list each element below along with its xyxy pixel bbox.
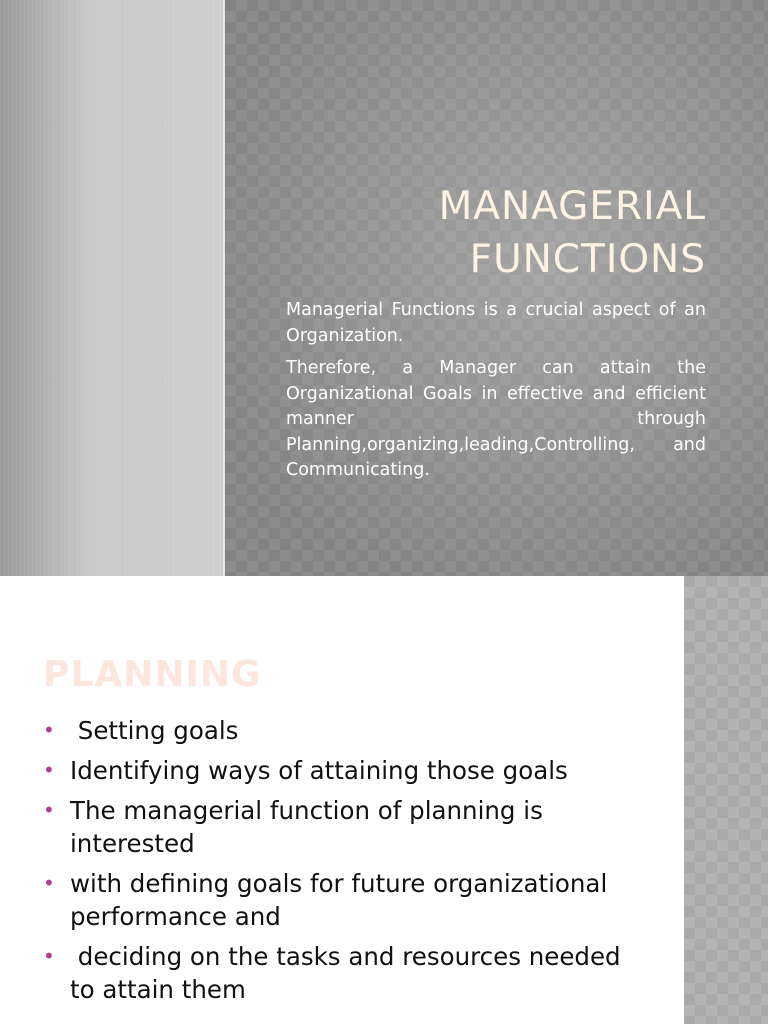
bullet-item [43, 714, 633, 747]
slide-2-pattern-strip [684, 576, 768, 1024]
slide-1-title-line-1: MANAGERIAL [438, 184, 706, 229]
bullet-text: The managerial function of planning is interested [70, 796, 543, 858]
slide-1-paragraph-2: Therefore, a Manager can attain the Organizational Goals in effective and efficient manner through Planning,organizing,leading,Controlling, and Communicating. [286, 358, 706, 480]
slide-1-title [346, 180, 706, 286]
bullet-item [43, 754, 633, 787]
slide-1-paragraph-1: Managerial Functions is a crucial aspect of an Organization. [286, 300, 706, 346]
slide-2 [0, 576, 768, 1024]
slide-2-bullet-list [43, 714, 633, 1013]
bullet-text: Setting goals [70, 716, 239, 745]
bullet-text: deciding on the tasks and resources needed to attain them [70, 942, 629, 1004]
bullet-text: Identifying ways of attaining those goals [70, 756, 568, 785]
slide-1-body [286, 298, 706, 491]
bullet-text: with defining goals for future organizational performance and [70, 869, 608, 931]
slide-2-title: PLANNING [43, 654, 262, 695]
bullet-item [43, 940, 633, 1006]
slide-1-title-line-2: FUNCTIONS [469, 237, 706, 282]
bullet-icon: • [43, 798, 55, 822]
bullet-item [43, 867, 633, 933]
bullet-item [43, 794, 633, 860]
bullet-icon: • [43, 718, 55, 742]
bullet-icon: • [43, 758, 55, 782]
bullet-icon: • [43, 871, 55, 895]
bullet-icon: • [43, 944, 55, 968]
slide-1-left-panel [0, 0, 223, 576]
